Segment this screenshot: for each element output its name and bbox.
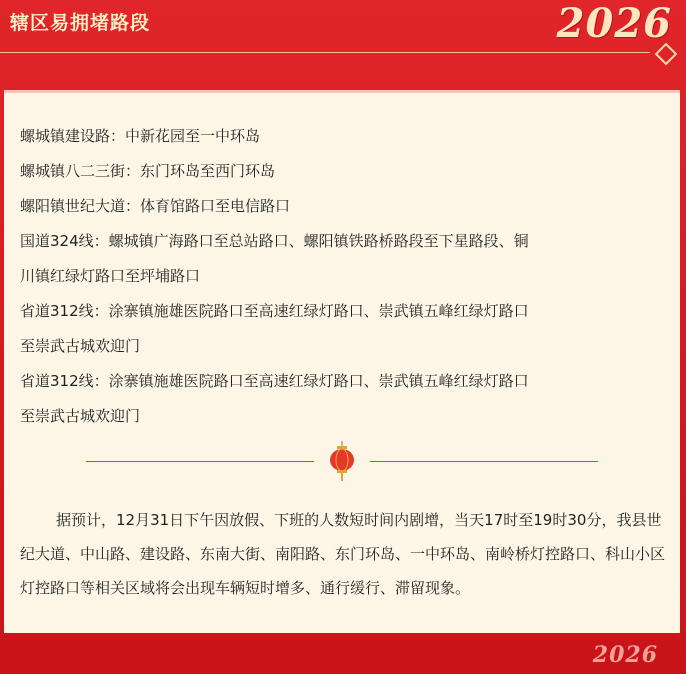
road-line: 川镇红绿灯路口至坪埔路口	[20, 267, 201, 285]
footer-year-logo: 2026	[592, 642, 658, 668]
year-logo: 2026	[556, 0, 672, 47]
road-line: 国道324线：螺城镇广海路口至总站路口、螺阳镇铁路桥路段至下星路段、铜	[20, 232, 529, 250]
header-divider	[0, 52, 650, 53]
road-line: 省道312线：涂寨镇施雄医院路口至高速红绿灯路口、崇武镇五峰红绿灯路口	[20, 372, 529, 390]
lantern-icon	[328, 441, 356, 481]
divider-left	[86, 461, 314, 462]
content-panel	[4, 90, 680, 633]
road-line: 至崇武古城欢迎门	[20, 337, 141, 355]
road-line: 省道312线：涂寨镇施雄医院路口至高速红绿灯路口、崇武镇五峰红绿灯路口	[20, 302, 529, 320]
road-line: 至崇武古城欢迎门	[20, 407, 141, 425]
notice-paragraph: 据预计，12月31日下午因放假、下班的人数短时间内剧增，当天17时至19时30分，我县世纪大道、中山路、建设路、东南大街、南阳路、东门环岛、一中环岛、南岭桥灯控路口、科山小区灯控路口等相关区域将会出现车辆短时增多、通行缓行、滞留现象。	[20, 511, 666, 597]
section-title: 辖区易拥堵路段	[10, 12, 151, 34]
road-line: 螺阳镇世纪大道：体育馆路口至电信路口	[20, 197, 291, 215]
road-line: 螺城镇建设路：中新花园至一中环岛	[20, 127, 261, 145]
road-line: 螺城镇八二三街：东门环岛至西门环岛	[20, 162, 276, 180]
road-list	[20, 119, 670, 434]
divider-right	[370, 461, 598, 462]
